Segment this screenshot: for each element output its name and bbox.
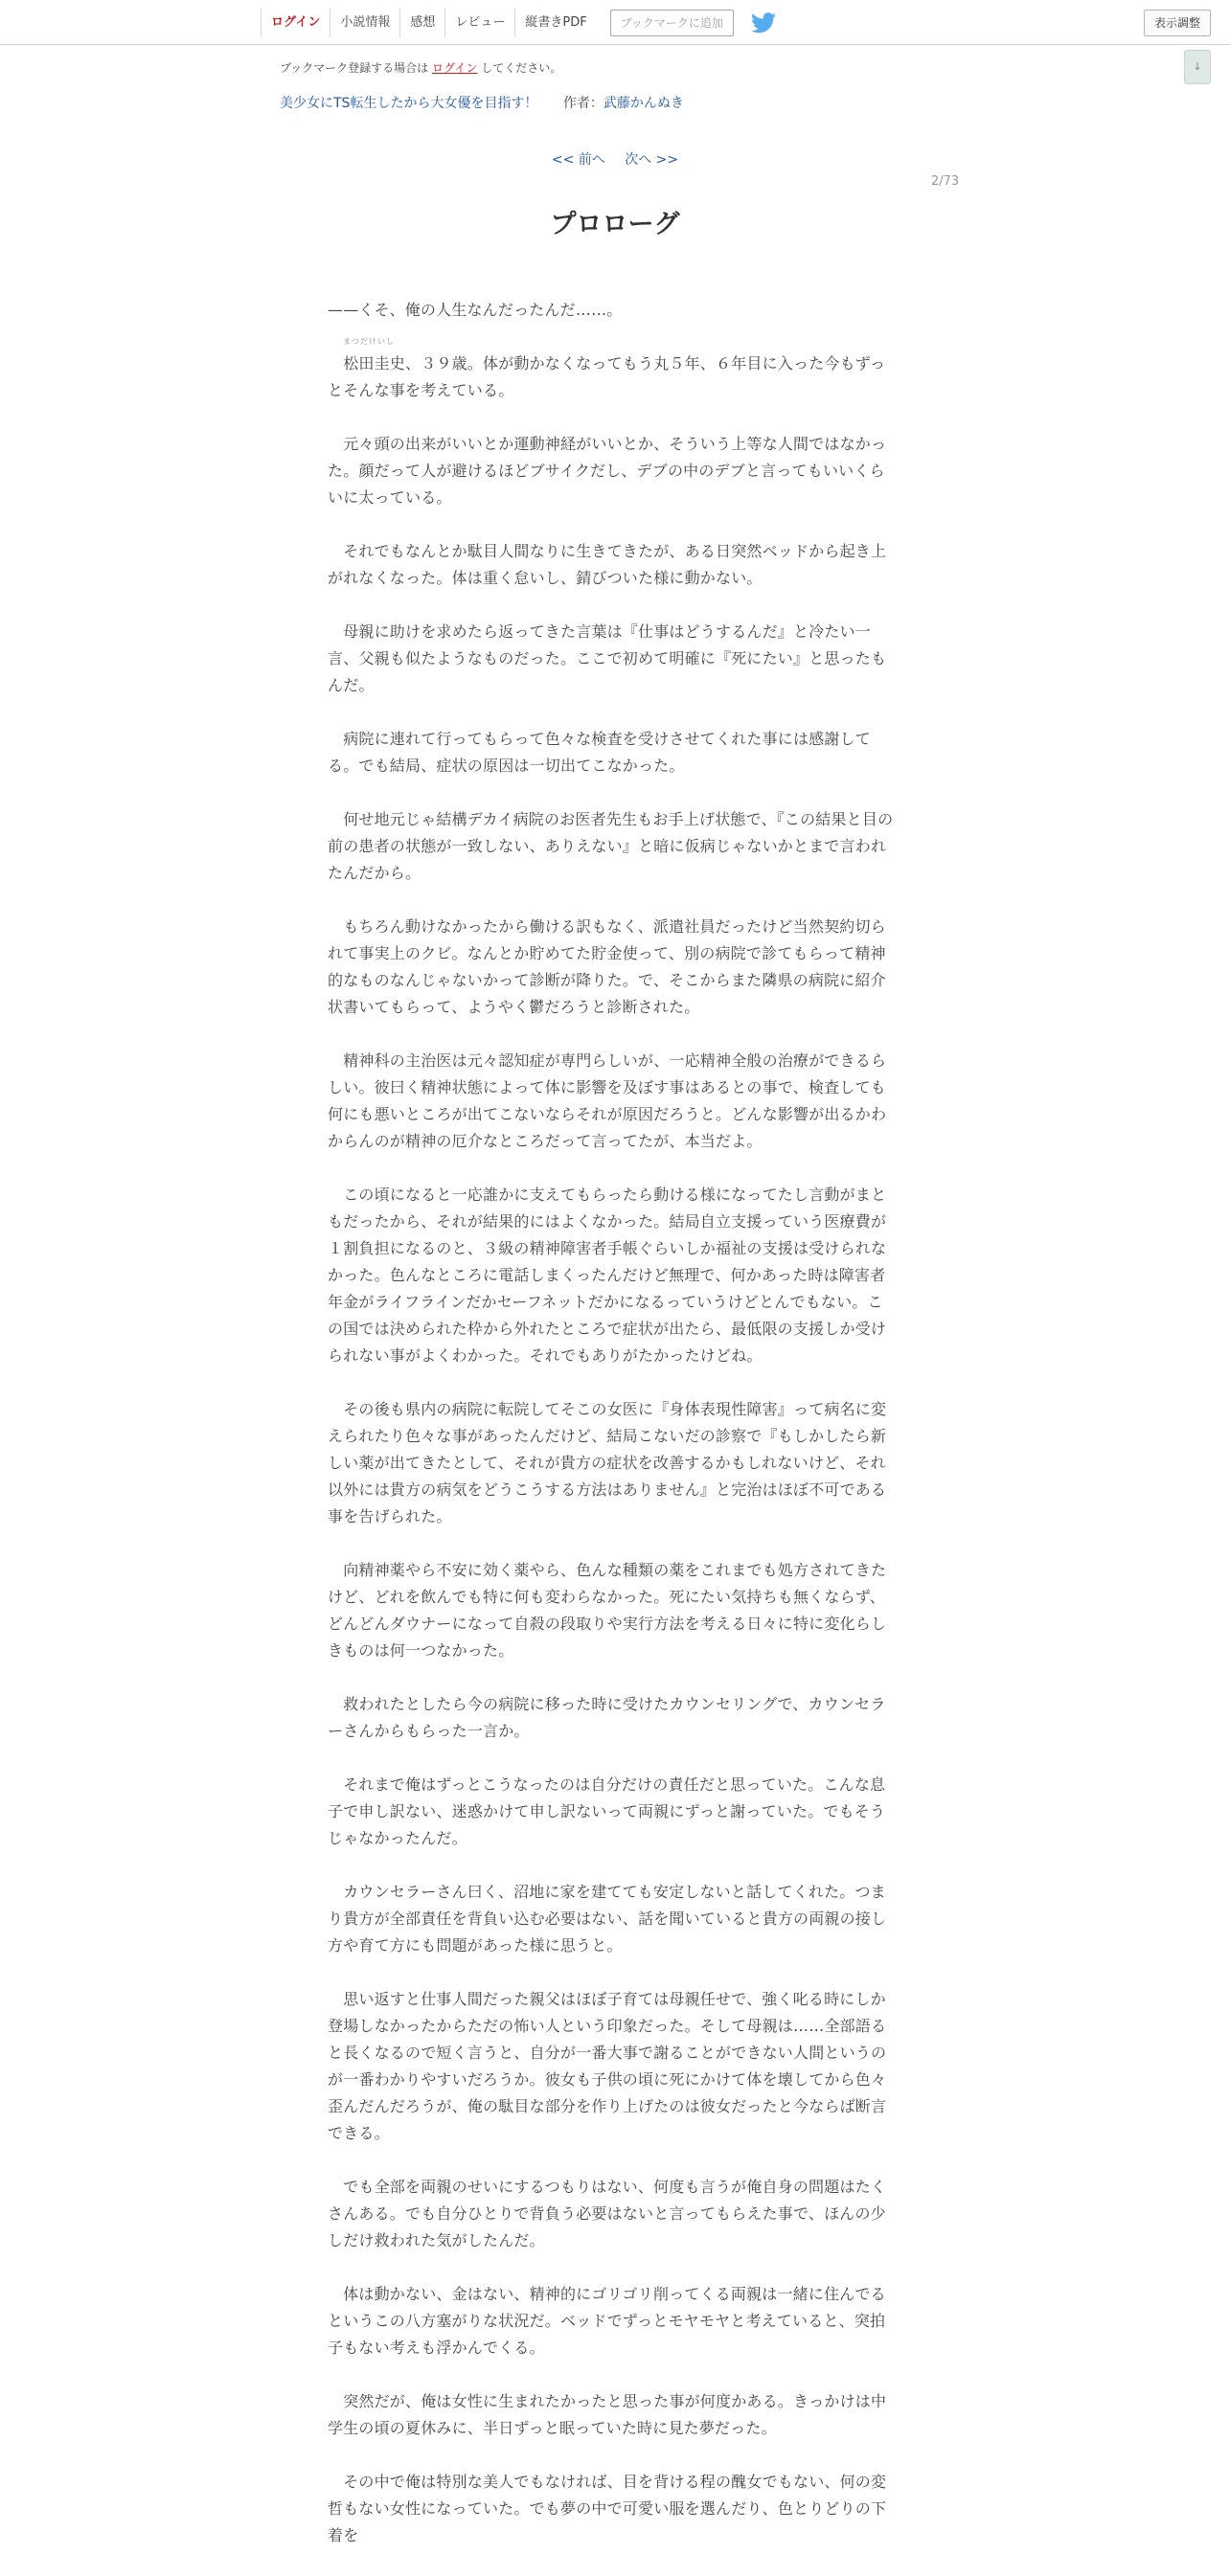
paragraph: でも全部を両親のせいにするつもりはない、何度も言うが俺自身の問題はたくさんある。でも自分ひとりで背負う必要はないと言ってもらえた事で、ほんの少しだけ救われた気がしたんだ。	[328, 2178, 887, 2249]
novel-info-link[interactable]: 小説情報	[330, 9, 399, 37]
paragraph: その中で俺は特別な美人でもなければ、目を背ける程の醜女でもない、何の変哲もない女性になっていた。でも夢の中で可愛い服を選んだり、色とりどりの下着を	[328, 2473, 887, 2544]
next-chapter-link[interactable]: 次へ >>	[625, 152, 679, 168]
paragraph: それでもなんとか駄目人間なりに生きてきたが、ある日突然ベッドから起き上がれなくなった。体は重く怠いし、錆びついた様に動かない。	[328, 542, 887, 587]
add-bookmark-button[interactable]: ブックマークに追加	[610, 10, 734, 36]
review-link[interactable]: レビュー	[444, 9, 514, 37]
paragraph: 体は動かない、金はない、精神的にゴリゴリ削ってくる両親は一緒に住んでるというこの八方塞がりな状況だ。ベッドでずっとモヤモヤと考えていると、突拍子もない考えも浮かんでくる。	[328, 2285, 886, 2357]
vertical-pdf-link[interactable]: 縦書きPDF	[514, 9, 596, 37]
paragraph: 病院に連れて行ってもらって色々な検査を受けさせてくれた事には感謝してる。でも結局、症状の原因は一切出てこなかった。	[328, 730, 872, 775]
notice-suffix: してください。	[481, 61, 562, 75]
paragraph: カウンセラーさん曰く、沼地に家を建てても安定しないと話してくれた。つまり貴方が全部責任を背負い込む必要はない、話を聞いていると貴方の両親の接し方や育て方にも問題があった様に思うと。	[328, 1883, 887, 1955]
bookmark-login-notice	[280, 59, 561, 76]
paragraph: その後も県内の病院に転院してそこの女医に『身体表現性障害』って病名に変えられたり色々な事があったんだけど、結局こないだの診察で『もしかしたら新しい薬が出てきたとして、それが貴方の症状を改善するかもしれないけど、それ以外には貴方の病気をどうこうする方法はありません』と完治はほぼ不可である事を告げられた。	[328, 1400, 887, 1525]
page-count: 2/73	[931, 174, 960, 189]
paragraph: この頃になると一応誰かに支えてもらったら動ける様になってたし言動がまともだったから、それが結果的にはよくなかった。結局自立支援っていう医療費が１割負担になるのと、３級の精神障害者手帳ぐらいしか福祉の支援は受けられなかった。色んなところに電話しまくったんだけど無理で、何かあった時は障害者年金がライフラインだかセーフネットだかになるっていうけどとんでもない。この国では決められた枠から外れたところで症状が出たら、最低限の支援しか受けられない事がよくわかった。それでもありがたかったけどね。	[328, 1186, 887, 1365]
paragraph: 向精神薬やら不安に効く薬やら、色んな種類の薬をこれまでも処方されてきたけど、どれを飲んでも特に何も変わらなかった。死にたい気持ちも無くならず、どんどんダウナーになって自殺の段取りや実行方法を考える日々に特に変化らしきものは何一つなかった。	[328, 1561, 887, 1660]
display-settings-button[interactable]: 表示調整	[1144, 10, 1211, 36]
author-link[interactable]: 武藤かんぬき	[603, 96, 684, 111]
paragraph: もちろん動けなかったから働ける訳もなく、派遣社員だったけど当然契約切られて事実上のクビ。なんとか貯めてた貯金使って、別の病院で診てもらって精神的なものなんじゃないかって診断が降りた。で、そこからまた隣県の病院に紹介状書いてもらって、ようやく鬱だろうと診断された。	[328, 917, 886, 1016]
paragraph: 松田圭史、３９歳。体が動かなくなってもう丸５年、６年目に入った今もずっとそんな事を考えている。	[328, 354, 886, 399]
impressions-link[interactable]: 感想	[399, 9, 444, 37]
login-link[interactable]: ログイン	[261, 9, 330, 37]
prev-chapter-link[interactable]: << 前へ	[551, 152, 605, 168]
twitter-icon[interactable]	[751, 12, 776, 34]
ruby-reading: まつだけいし	[343, 337, 395, 346]
paragraph: 思い返すと仕事人間だった親父はほぼ子育ては母親任せで、強く叱る時にしか登場しなかったからただの怖い人という印象だった。そして母親は……全部語ると長くなるので短く言うと、自分が一番大事で謝ることができない人間というのが一番わかりやすいだろうか。彼女も子供の頃に死にかけて体を壊してから色々歪んだんだろうが、俺の駄目な部分を作り上げたのは彼女だったと今ならば断言できる。	[328, 1990, 887, 2142]
chapter-body	[328, 297, 897, 2576]
paragraph: 何せ地元じゃ結構デカイ病院のお医者先生もお手上げ状態で、『この結果と目の前の患者の状態が一致しない、ありえない』と暗に仮病じゃないかとまで言われたんだから。	[328, 810, 894, 882]
paragraph: 精神科の主治医は元々認知症が専門らしいが、一応精神全般の治療ができるらしい。彼曰く精神状態によって体に影響を及ぼす事はあるとの事で、検査しても何にも悪いところが出てこないならそれが原因だろうと。どんな影響が出るかわからんのが精神の厄介なところだって言ってたが、本当だよ。	[328, 1051, 887, 1150]
notice-prefix: ブックマーク登録する場合は	[280, 61, 429, 75]
ruby-paragraph-wrapper	[328, 337, 897, 404]
author-label: 作者：	[562, 96, 604, 111]
novel-title-link[interactable]: 美少女にTS転生したから大女優を目指す！	[280, 96, 538, 111]
paragraph: 救われたとしたら今の病院に移った時に受けたカウンセリングで、カウンセラーさんからもらった一言か。	[328, 1695, 886, 1740]
paragraph: 母親に助けを求めたら返ってきた言葉は『仕事はどうするんだ』と冷たい一言、父親も似たようなものだった。ここで初めて明確に『死にたい』と思ったもんだ。	[328, 622, 887, 694]
top-navigation-bar	[0, 0, 1230, 45]
paragraph: 突然だが、俺は女性に生まれたかったと思った事が何度かある。きっかけは中学生の頃の夏休みに、半日ずっと眠っていた時に見た夢だった。	[328, 2392, 887, 2437]
paragraph: それまで俺はずっとこうなったのは自分だけの責任だと思っていた。こんな息子で申し訳ない、迷惑かけて申し訳ないって両親にずっと謝っていた。でもそうじゃなかったんだ。	[328, 1775, 886, 1847]
notice-login-link[interactable]: ログイン	[432, 61, 478, 75]
paragraph: ——くそ、俺の人生なんだったんだ……。	[328, 301, 623, 319]
paragraph: 元々頭の出来がいいとか運動神経がいいとか、そういう上等な人間ではなかった。顔だって人が避けるほどブサイクだし、デブの中のデブと言ってもいいくらいに太っている。	[328, 435, 887, 507]
scroll-down-icon[interactable]: ↓	[1184, 50, 1211, 84]
novel-header	[280, 93, 684, 112]
chapter-title: プロローグ	[550, 210, 680, 239]
nav-menu	[261, 8, 776, 38]
chapter-pager	[0, 149, 1230, 169]
